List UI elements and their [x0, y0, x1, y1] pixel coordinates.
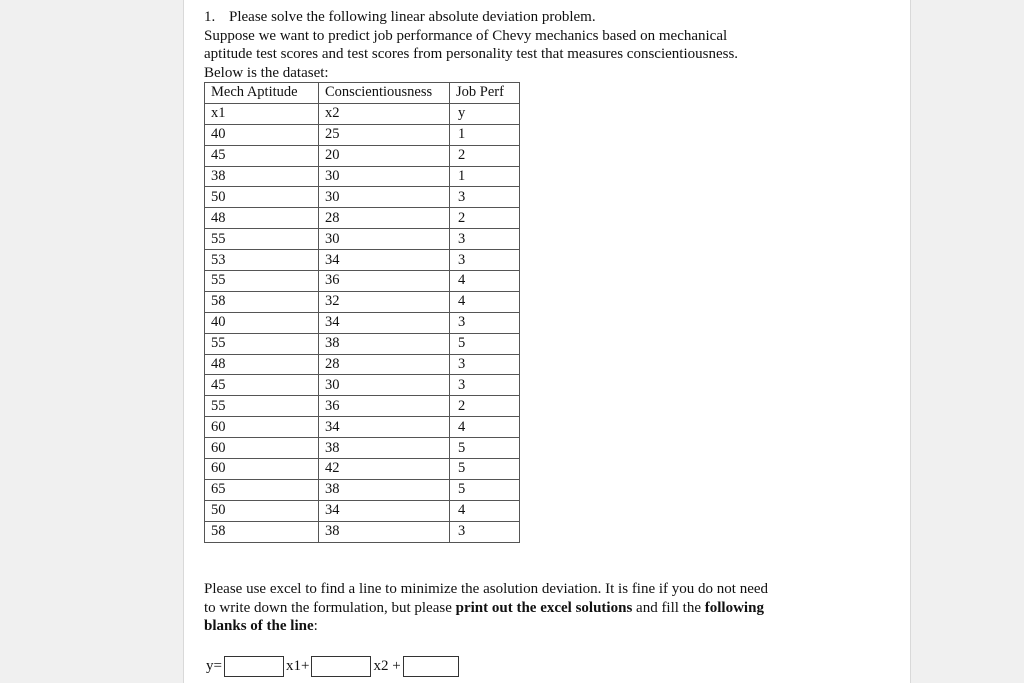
var-y: y: [450, 103, 520, 124]
question-line-4: Below is the dataset:: [204, 64, 329, 81]
cell-x2: 32: [319, 291, 450, 312]
cell-y: 4: [450, 417, 520, 438]
cell-x2: 28: [319, 208, 450, 229]
table-row: [205, 375, 520, 396]
cell-x1: 45: [205, 145, 319, 166]
table-row: [205, 250, 520, 271]
cell-x1: 48: [205, 208, 319, 229]
cell-x1: 58: [205, 521, 319, 542]
cell-x2: 36: [319, 271, 450, 292]
question-number: 1.: [204, 9, 216, 25]
cell-x2: 38: [319, 438, 450, 459]
table-row: [205, 396, 520, 417]
table-row: [205, 229, 520, 250]
cell-x2: 42: [319, 459, 450, 480]
dataset-table: [204, 82, 520, 543]
table-row: [205, 187, 520, 208]
cell-y: 3: [450, 312, 520, 333]
blank-intercept[interactable]: [403, 656, 459, 677]
cell-x2: 30: [319, 375, 450, 396]
cell-x2: 34: [319, 250, 450, 271]
table-row: [205, 459, 520, 480]
cell-x2: 25: [319, 124, 450, 145]
eq-x2-label: x2 +: [373, 657, 401, 674]
instructions-line-1: Please use excel to find a line to minimize the asolution deviation. It is fine if you do not need: [204, 581, 769, 597]
cell-y: 3: [450, 187, 520, 208]
cell-y: 4: [450, 500, 520, 521]
table-row: [205, 479, 520, 500]
header-conscientiousness: Conscientiousness: [319, 83, 450, 104]
cell-y: 3: [450, 521, 520, 542]
cell-x1: 45: [205, 375, 319, 396]
cell-x2: 34: [319, 312, 450, 333]
question-line-2: Suppose we want to predict job performance of Chevy mechanics based on mechanical: [204, 27, 728, 44]
instr-text-a: to write down the formulation, but please: [204, 599, 456, 616]
header-mech-aptitude: Mech Aptitude: [205, 83, 319, 104]
cell-x1: 50: [205, 187, 319, 208]
instr-bold-following: following: [704, 599, 764, 616]
cell-x1: 48: [205, 354, 319, 375]
instr-bold-blanks: blanks of the line: [204, 618, 314, 634]
table-row: [205, 271, 520, 292]
question-line-1: [204, 8, 894, 27]
cell-x1: 65: [205, 479, 319, 500]
cell-x1: 55: [205, 396, 319, 417]
instr-bold-print: print out the excel solutions: [455, 599, 633, 616]
cell-x1: 55: [205, 229, 319, 250]
cell-x2: 38: [319, 479, 450, 500]
instr-text-c: and fill the: [632, 599, 705, 616]
document-page: [183, 0, 911, 683]
line-equation: [204, 654, 459, 678]
var-x2: x2: [319, 103, 450, 124]
cell-x2: 20: [319, 145, 450, 166]
cell-y: 3: [450, 354, 520, 375]
table-var-row: [205, 103, 520, 124]
header-job-perf: Job Perf: [450, 83, 520, 104]
table-row: [205, 500, 520, 521]
table-row: [205, 124, 520, 145]
table-row: [205, 145, 520, 166]
cell-x2: 30: [319, 187, 450, 208]
eq-x1-label: x1+: [285, 657, 310, 674]
cell-y: 1: [450, 166, 520, 187]
cell-x1: 55: [205, 271, 319, 292]
cell-y: 2: [450, 145, 520, 166]
cell-x1: 38: [205, 166, 319, 187]
cell-y: 4: [450, 291, 520, 312]
cell-x2: 30: [319, 166, 450, 187]
table-row: [205, 354, 520, 375]
cell-x1: 53: [205, 250, 319, 271]
cell-y: 5: [450, 479, 520, 500]
table-row: [205, 438, 520, 459]
cell-y: 3: [450, 375, 520, 396]
question-text: Please solve the following linear absolute deviation problem.: [229, 9, 596, 25]
table-row: [205, 521, 520, 542]
cell-x1: 55: [205, 333, 319, 354]
eq-y-label: y=: [206, 657, 222, 674]
cell-x1: 50: [205, 500, 319, 521]
cell-y: 5: [450, 459, 520, 480]
cell-x2: 34: [319, 500, 450, 521]
blank-coef-x2[interactable]: [311, 656, 371, 677]
cell-x1: 60: [205, 459, 319, 480]
cell-y: 5: [450, 438, 520, 459]
table-row: [205, 291, 520, 312]
cell-x1: 60: [205, 417, 319, 438]
cell-y: 2: [450, 396, 520, 417]
cell-x2: 30: [319, 229, 450, 250]
cell-x2: 36: [319, 396, 450, 417]
blank-coef-x1[interactable]: [224, 656, 284, 677]
cell-x2: 28: [319, 354, 450, 375]
table-row: [205, 312, 520, 333]
table-row: [205, 333, 520, 354]
var-x1: x1: [205, 103, 319, 124]
question-line-3: aptitude test scores and test scores from personality test that measures conscientiousness.: [204, 46, 739, 62]
cell-x1: 58: [205, 291, 319, 312]
cell-y: 3: [450, 229, 520, 250]
table-row: [205, 166, 520, 187]
cell-x1: 40: [205, 312, 319, 333]
cell-y: 5: [450, 333, 520, 354]
instructions: [204, 580, 894, 636]
question-content: [204, 8, 894, 674]
table-header-row: [205, 83, 520, 104]
cell-y: 1: [450, 124, 520, 145]
cell-x1: 40: [205, 124, 319, 145]
cell-x2: 34: [319, 417, 450, 438]
instructions-line-2: [204, 599, 894, 618]
cell-y: 3: [450, 250, 520, 271]
cell-y: 4: [450, 271, 520, 292]
cell-x2: 38: [319, 333, 450, 354]
cell-y: 2: [450, 208, 520, 229]
instr-colon: :: [313, 618, 318, 634]
table-row: [205, 417, 520, 438]
cell-x2: 38: [319, 521, 450, 542]
table-row: [205, 208, 520, 229]
instructions-line-3: [204, 617, 894, 636]
cell-x1: 60: [205, 438, 319, 459]
